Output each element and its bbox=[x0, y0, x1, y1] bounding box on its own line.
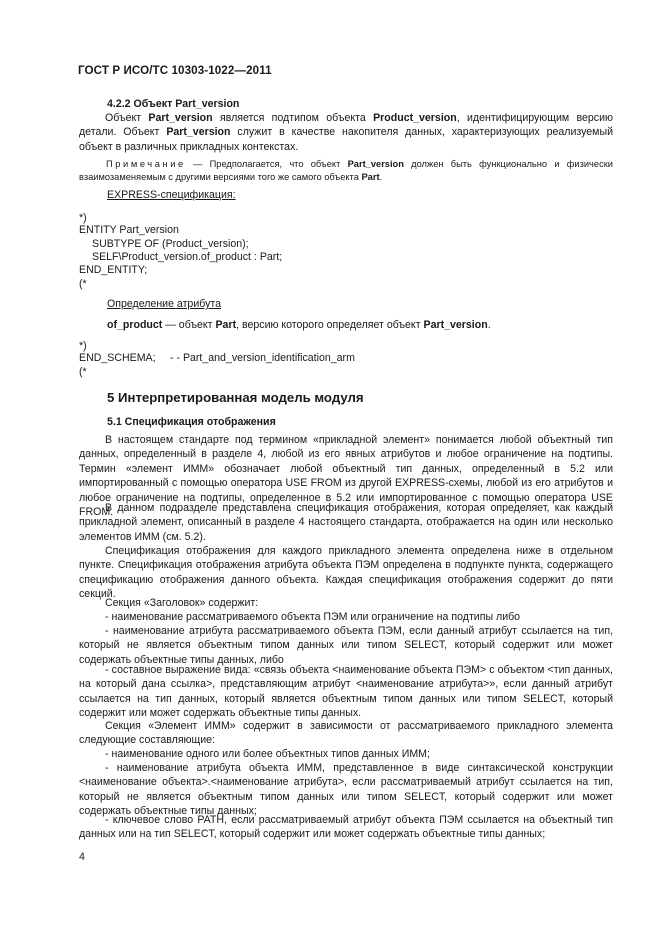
text-run: , версию которого определяет объект bbox=[236, 319, 424, 331]
list-item: - составное выражение вида: «связь объекта <наименование объекта ПЭМ> с объектом <тип данных, на который дана ссылка>, представляющим атрибут <наименование атрибута>», если данный атрибут ссылается на тип данных, который является объектным типом данных или типом SELECT, который содержит или может содержать объектные типы данных. bbox=[79, 664, 613, 720]
code-line: *) bbox=[79, 340, 87, 352]
section-heading-5: 5 Интерпретированная модель модуля bbox=[107, 390, 364, 405]
note-label: Примечание bbox=[106, 159, 186, 169]
list-item: - ключевое слово PATH, если рассматриваемый атрибут объекта ПЭМ ссылается на объектный тип данных или на тип SELECT, который содержит или может содержать объектные типы данных; bbox=[79, 814, 613, 841]
page-number: 4 bbox=[79, 851, 85, 863]
text-run: является подтипом объекта bbox=[212, 112, 374, 124]
text-run: . bbox=[487, 319, 491, 331]
paragraph: В настоящем стандарте под термином «прикладной элемент» понимается любой объектный тип данных, определенный в разделе 4, любой из его явных атрибутов и любое ограничение на подтипы. Термин «элемент ИММ» обозначает любой объектный тип данных, определенный в 5.2 или импортированный с помощью оператора USE FROM из другой EXPRESS-схемы, любой из его атрибутов и любое ограничение на подтипы, определенное в 5.2 или импортированное с помощью оператора USE FROM. bbox=[79, 434, 613, 519]
code-line: SUBTYPE OF (Product_version); bbox=[92, 238, 249, 250]
section-heading-5-1: 5.1 Спецификация отображения bbox=[107, 416, 276, 428]
paragraph: Секция «Заголовок» содержит: bbox=[105, 597, 259, 609]
text-run: должен быть функционально и физически взаимозаменяемым с другими версиями того же самого объекта bbox=[79, 159, 613, 182]
term-of-product: of_product bbox=[107, 319, 163, 331]
paragraph: Спецификация отображения для каждого прикладного элемента определена ниже в отдельном пункте. Спецификация отображения атрибута объекта ПЭМ определена в подпункте пункта, содержащего спецификацию отображения данного объекта. Каждая спецификация отображения содержит до пяти секций. bbox=[79, 545, 613, 601]
note-paragraph bbox=[79, 158, 613, 184]
attribute-definition-of-product bbox=[107, 318, 491, 332]
list-item: - наименование атрибута рассматриваемого объекта ПЭМ, если данный атрибут ссылается на тип, который не является объектным типом данных или типом SELECT, который содержит или может содержать объектные типы данных, либо bbox=[79, 625, 613, 666]
code-line: *) bbox=[79, 212, 87, 224]
code-line: (* bbox=[79, 278, 87, 290]
code-line: SELF\Product_version.of_product : Part; bbox=[92, 251, 283, 263]
text-run: служит в качестве накопителя данных, характеризующих реализуемый объект в различных прикладных контекстах. bbox=[79, 126, 613, 153]
list-item: - наименование одного или более объектных типов данных ИММ; bbox=[105, 748, 430, 760]
term-part-version: Part_version bbox=[148, 112, 213, 124]
term-part-version: Part_version bbox=[166, 126, 231, 139]
code-line: ENTITY Part_version bbox=[79, 224, 179, 236]
paragraph: Секция «Элемент ИММ» содержит в зависимости от рассматриваемого прикладного элемента следующие составляющие: bbox=[79, 720, 613, 747]
term-part-version: Part_version bbox=[347, 159, 404, 169]
code-line: END_ENTITY; bbox=[79, 264, 148, 276]
paragraph-part-version bbox=[79, 111, 613, 154]
paragraph: В данном подразделе представлена спецификация отображения, которая определяет, как каждый прикладной элемент, описанный в разделе 4 настоящего стандарта, отображается на один или несколько элементов ИММ (см. 5.2). bbox=[79, 502, 613, 543]
text-run: . bbox=[379, 172, 383, 182]
term-part: Part bbox=[215, 319, 237, 331]
text-run: — объект bbox=[162, 319, 216, 331]
express-spec-label: EXPRESS-спецификация: bbox=[107, 189, 236, 201]
term-part-version: Part_version bbox=[423, 319, 488, 331]
list-item: - наименование рассматриваемого объекта ПЭМ или ограничение на подтипы либо bbox=[105, 611, 521, 623]
text-run: , идентифицирующим версию детали. Объект bbox=[79, 112, 613, 139]
text-run: — Предполагается, что объект bbox=[185, 159, 348, 169]
section-heading-4-2-2: 4.2.2 Объект Part_version bbox=[107, 98, 240, 110]
code-line: END_SCHEMA; bbox=[79, 352, 156, 364]
term-part: Part bbox=[361, 172, 380, 182]
document-header-id: ГОСТ Р ИСО/ТС 10303-1022—2011 bbox=[78, 64, 272, 77]
list-item: - наименование атрибута объекта ИММ, представленное в виде синтаксической конструкции <наименование объекта>.<наименование атрибута>, если рассматриваемый атрибут ссылается на тип, который не является объектным типом данных или типом SELECT, который содержит или может содержать объектные типы данных; bbox=[79, 762, 613, 818]
text-run: Объект bbox=[105, 112, 149, 124]
code-line: (* bbox=[79, 366, 87, 378]
term-product-version: Product_version bbox=[373, 112, 457, 124]
code-comment: - - Part_and_version_identification_arm bbox=[170, 352, 355, 364]
attribute-definition-label: Определение атрибута bbox=[107, 298, 222, 310]
